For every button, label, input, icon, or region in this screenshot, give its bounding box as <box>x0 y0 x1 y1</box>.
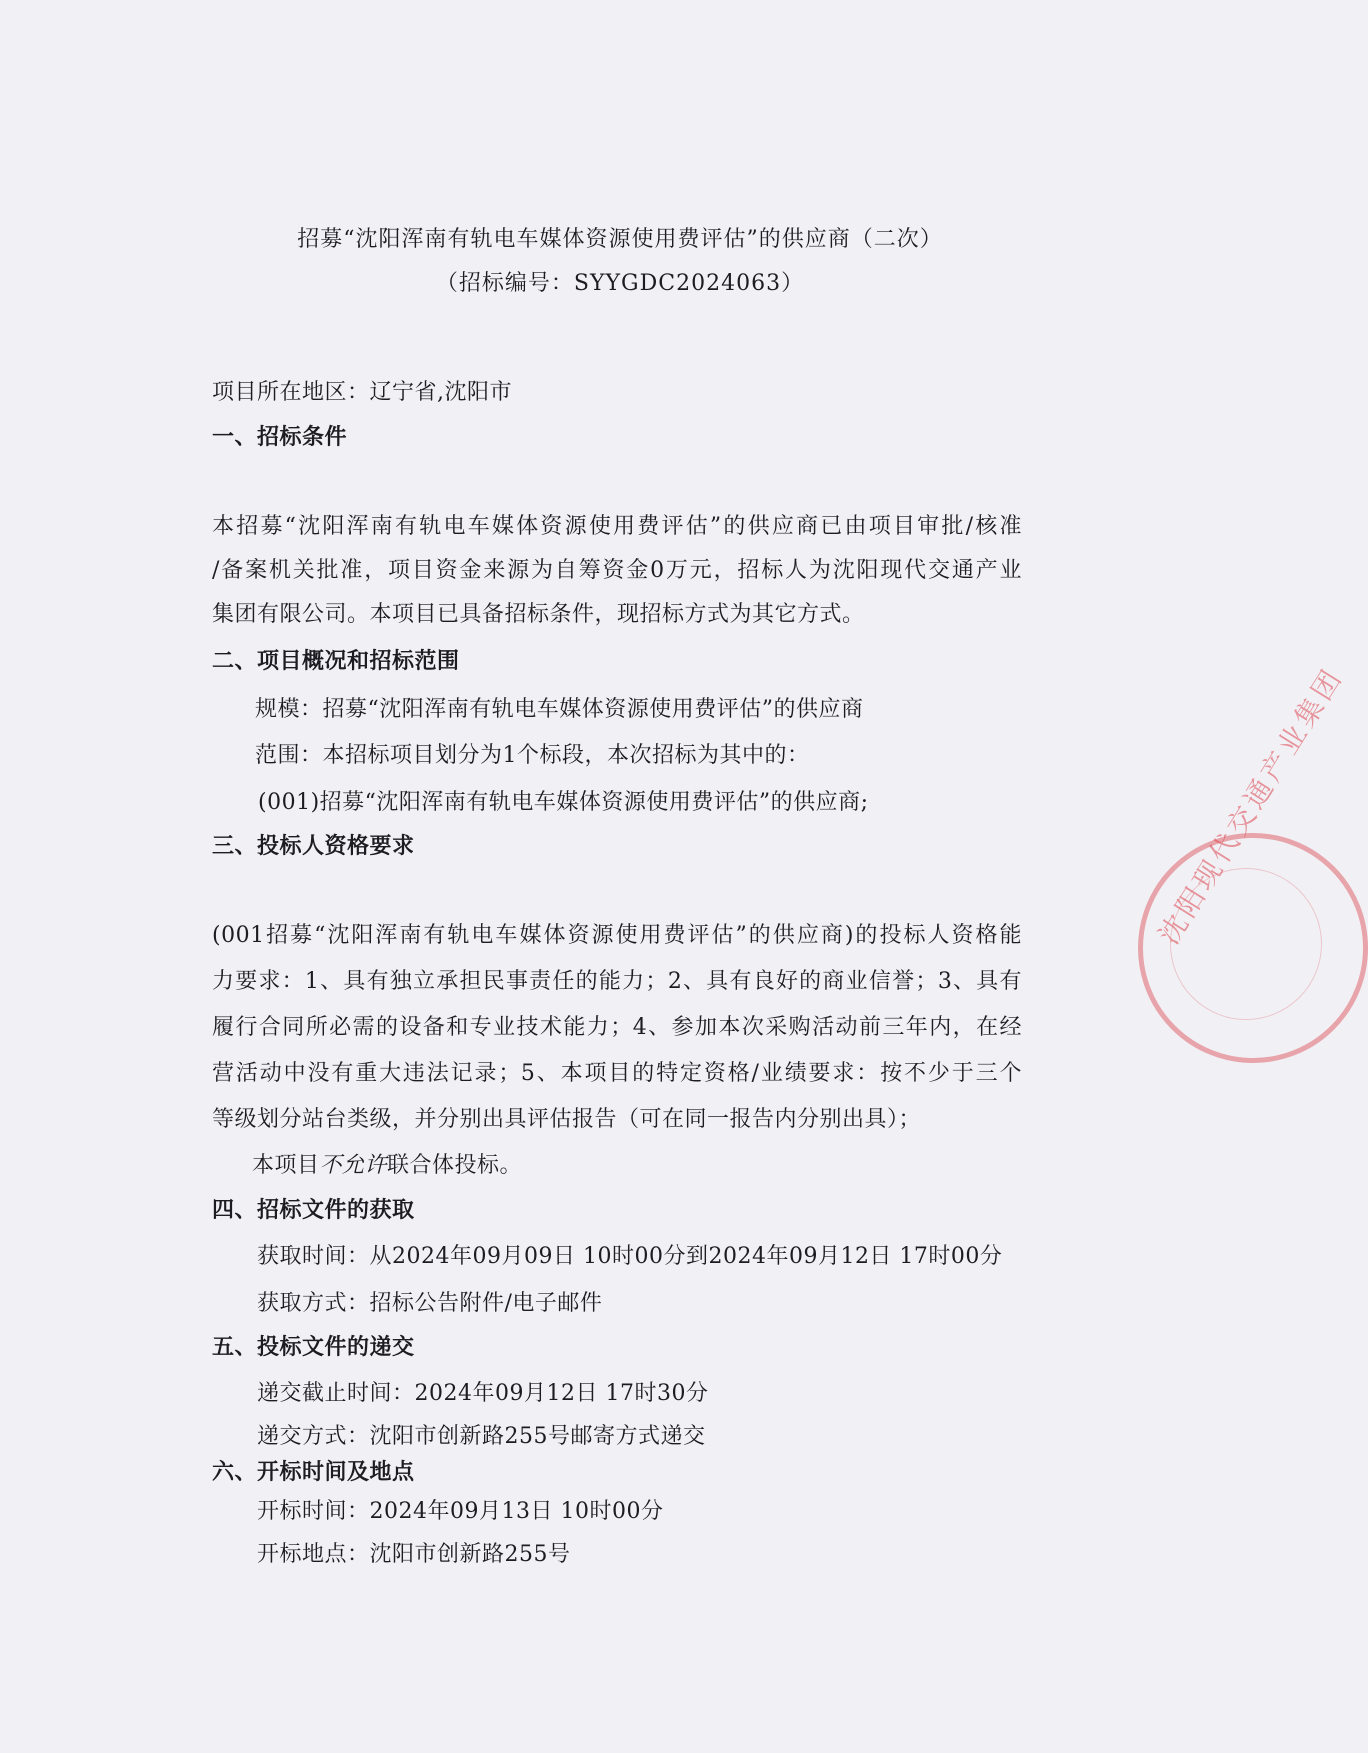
submission-deadline: 递交截止时间：2024年09月12日 17时30分 <box>257 1381 709 1406</box>
project-scale: 规模：招募“沈阳浑南有轨电车媒体资源使用费评估”的供应商 <box>255 697 864 722</box>
opening-place: 开标地点：沈阳市创新路255号 <box>257 1542 571 1567</box>
opening-time: 开标时间：2024年09月13日 10时00分 <box>257 1499 664 1524</box>
consortium-note <box>252 1148 522 1179</box>
section-3-heading: 三、投标人资格要求 <box>212 833 415 859</box>
section-1-line: 集团有限公司。本项目已具备招标条件，现招标方式为其它方式。 <box>212 602 865 627</box>
company-seal-text: 沈阳现代交通产业集团 <box>1152 661 1350 951</box>
project-scope: 范围：本招标项目划分为1个标段，本次招标为其中的： <box>255 743 810 768</box>
section-1-heading: 一、招标条件 <box>212 424 348 450</box>
section-5-heading: 五、投标文件的递交 <box>212 1334 415 1360</box>
consortium-suffix: 联合体投标。 <box>387 1153 523 1178</box>
document-title: 招募“沈阳浑南有轨电车媒体资源使用费评估”的供应商（二次） <box>297 227 943 252</box>
lot-item: (001)招募“沈阳浑南有轨电车媒体资源使用费评估”的供应商; <box>258 790 869 815</box>
consortium-prefix: 本项目 <box>252 1153 320 1178</box>
project-region: 项目所在地区：辽宁省,沈阳市 <box>212 380 512 405</box>
obtain-time: 获取时间：从2024年09月09日 10时00分到2024年09月12日 17时00分 <box>257 1244 1003 1269</box>
section-3-line: 力要求：1、具有独立承担民事责任的能力；2、具有良好的商业信誉；3、具有 <box>212 969 1022 994</box>
section-2-heading: 二、项目概况和招标范围 <box>212 648 460 674</box>
tender-number: （招标编号：SYYGDC2024063） <box>435 271 805 296</box>
section-3-line: 履行合同所必需的设备和专业技术能力；4、参加本次采购活动前三年内，在经 <box>212 1015 1022 1040</box>
section-1-line: /备案机关批准，项目资金来源为自筹资金0万元，招标人为沈阳现代交通产业 <box>212 558 1022 583</box>
section-6-heading: 六、开标时间及地点 <box>212 1459 415 1485</box>
submission-method: 递交方式：沈阳市创新路255号邮寄方式递交 <box>257 1424 706 1449</box>
section-4-heading: 四、招标文件的获取 <box>212 1197 415 1223</box>
section-3-line: 营活动中没有重大违法记录；5、本项目的特定资格/业绩要求：按不少于三个 <box>212 1061 1022 1086</box>
consortium-emphasis: 不允许 <box>319 1153 388 1178</box>
section-3-line: 等级划分站台类级，并分别出具评估报告（可在同一报告内分别出具）； <box>212 1107 922 1132</box>
section-1-line: 本招募“沈阳浑南有轨电车媒体资源使用费评估”的供应商已由项目审批/核准 <box>212 514 1022 539</box>
section-3-line: (001招募“沈阳浑南有轨电车媒体资源使用费评估”的供应商)的投标人资格能 <box>212 923 1022 948</box>
obtain-method: 获取方式：招标公告附件/电子邮件 <box>257 1291 603 1316</box>
